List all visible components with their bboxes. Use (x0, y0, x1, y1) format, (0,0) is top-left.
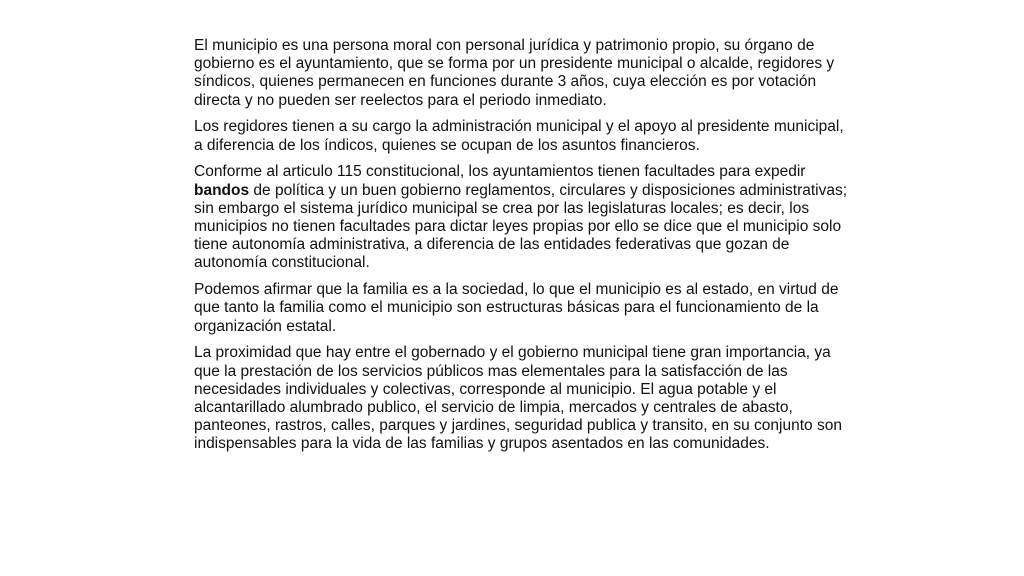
paragraph-text: El municipio es una persona moral con personal jurídica y patrimonio propio, su órgano de gobierno es el ayuntamiento, que se forma por un presidente municipal o alcalde, regidores y síndicos, quienes permanecen en funciones durante 3 años, cuya elección es por votación directa y no pueden ser reelectos para el periodo inmediato. (194, 37, 835, 109)
paragraph-familia-sociedad (194, 281, 854, 336)
paragraph-regidores (194, 118, 854, 154)
bold-term-bandos: bandos (194, 181, 250, 199)
paragraph-text: Podemos afirmar que la familia es a la sociedad, lo que el municipio es al estado, en virtud de que tanto la familia como el municipio son estructuras básicas para el funcionamiento de la organización estatal. (194, 281, 839, 335)
paragraph-text: La proximidad que hay entre el gobernado y el gobierno municipal tiene gran importancia, ya que la prestación de los servicios públicos mas elementales para la satisfacción de las necesidades individuales y colectivas, corresponde al municipio. El agua potable y el alcantarillado alumbrado publico, el servicio de limpia, mercados y centrales de abasto, panteones, rastros, calles, parques y jardines, seguridad publica y transito, en su conjunto son indispensables para la vida de las familias y grupos asentados en las comunidades. (194, 344, 842, 453)
paragraph-articulo-115 (194, 163, 854, 272)
paragraph-municipio-definition (194, 37, 854, 110)
paragraph-proximidad-servicios (194, 344, 854, 453)
paragraph-text: Los regidores tienen a su cargo la administración municipal y el apoyo al presidente municipal, a diferencia de los índicos, quienes se ocupan de los asuntos financieros. (194, 118, 844, 154)
paragraph-text-end: de política y un buen gobierno reglamentos, circulares y disposiciones administrativas; sin embargo el sistema jurídico municipal se crea por las legislaturas locales; es decir, los municipios no tienen facultades para dictar leyes propias por ello se dice que el municipio solo tiene autonomía administrativa, a diferencia de las entidades federativas que gozan de autonomía constitucional. (194, 181, 848, 272)
text-body (194, 37, 854, 462)
paragraph-text-start: Conforme al articulo 115 constitucional, los ayuntamientos tienen facultades para expedir (194, 163, 806, 181)
